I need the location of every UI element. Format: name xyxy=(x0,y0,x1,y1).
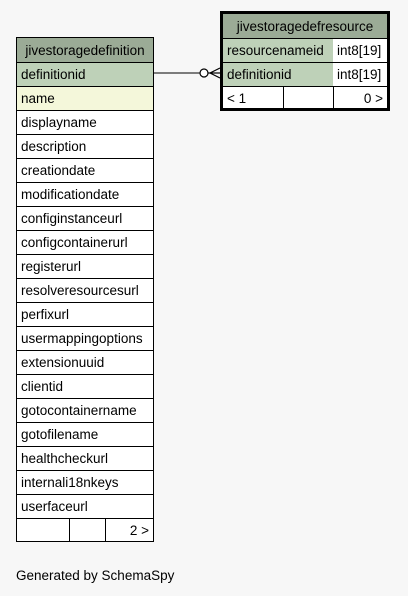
table-name: jivestoragedefresource xyxy=(236,18,374,34)
crowfoot-upper xyxy=(210,68,220,73)
zero-marker xyxy=(200,69,208,77)
footer-parents-count[interactable]: < 1 xyxy=(227,91,247,106)
footer-children-count[interactable]: 2 > xyxy=(129,523,149,538)
column-name: registerurl xyxy=(21,259,82,274)
column-name: description xyxy=(21,139,87,154)
generated-by-caption: Generated by SchemaSpy xyxy=(16,568,175,583)
footer-children-count[interactable]: 0 > xyxy=(363,91,383,106)
crowfoot-lower xyxy=(210,73,220,78)
column-name: resourcenameid xyxy=(227,43,324,58)
column-name: clientid xyxy=(21,379,64,394)
column-name: definitionid xyxy=(21,67,86,82)
column-type: int8[19] xyxy=(333,39,387,62)
column-name: modificationdate xyxy=(21,187,120,202)
column-name: gotocontainername xyxy=(21,403,137,418)
column-name: configcontainerurl xyxy=(21,235,128,250)
column-name: gotofilename xyxy=(21,427,99,442)
column-name: creationdate xyxy=(21,163,96,178)
column-name: healthcheckurl xyxy=(21,451,109,466)
column-name: configinstanceurl xyxy=(21,211,123,226)
column-name: userfaceurl xyxy=(21,499,88,514)
column-name: internali18nkeys xyxy=(21,475,119,490)
column-name: displayname xyxy=(21,115,97,130)
table-name: jivestoragedefinition xyxy=(25,42,145,58)
column-name: definitionid xyxy=(227,67,292,82)
column-name: name xyxy=(21,91,55,106)
column-name: resolveresourcesurl xyxy=(21,283,139,298)
column-type: int8[19] xyxy=(333,63,387,86)
column-name: usermappingoptions xyxy=(21,331,143,346)
column-name: extensionuuid xyxy=(21,355,105,370)
column-name: perfixurl xyxy=(21,307,70,322)
